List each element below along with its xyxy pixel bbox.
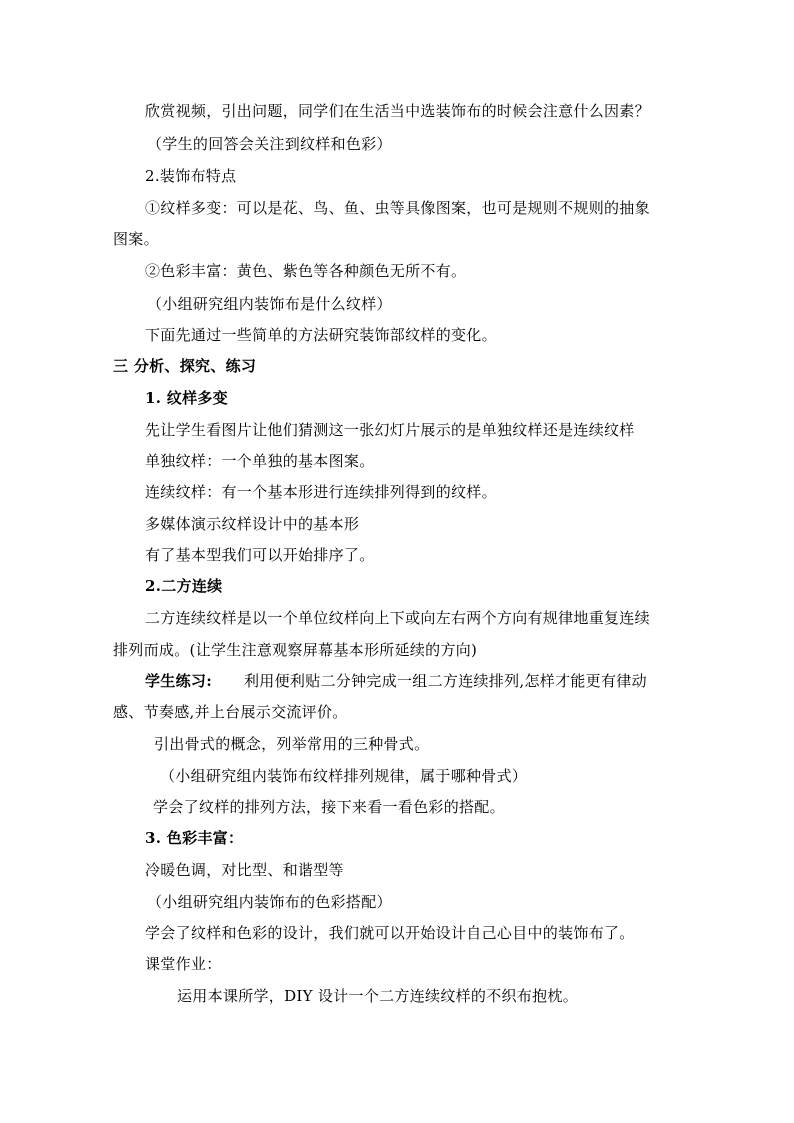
paragraph-assignment-task: 运用本课所学，DIY 设计一个二方连续纹样的不织布抱枕。 [177,987,579,1005]
paragraph-skeleton-concept: 引出骨式的概念，列举常用的三种骨式。 [154,735,430,753]
subheading-two-way-continuous: 2.二方连续 [145,577,223,595]
section-heading-analysis: 三 分析、探究、练习 [113,357,257,375]
label-student-practice: 学生练习: [145,672,213,690]
paragraph-student-practice-cont: 感、节奏感,并上台展示交流评价。 [113,703,348,721]
paragraph-color-tones: 冷暖色调，对比型、和谐型等 [145,861,344,879]
paragraph-show-pictures: 先让学生看图片让他们猜测这一张幻灯片展示的是单独纹样还是连续纹样 [145,421,635,439]
paragraph-continuous-pattern: 连续纹样：有一个基本形进行连续排列得到的纹样。 [145,483,497,501]
subheading-rich-colors: 3. 色彩丰富： [145,829,244,847]
paragraph-two-way-definition-cont: 排列而成。(让学生注意观察屏幕基本形所延续的方向) [113,641,478,659]
paragraph-start-sorting: 有了基本型我们可以开始排序了。 [145,546,375,564]
paragraph-group-research-pattern: （小组研究组内装饰布是什么纹样） [147,295,392,313]
paragraph-multimedia-demo: 多媒体演示纹样设计中的基本形 [145,515,360,533]
paragraph-student-practice: 利用便利贴二分钟完成一组二方连续排列,怎样才能更有律动 [244,672,647,690]
paragraph-color-transition: 学会了纹样的排列方法，接下来看一看色彩的搭配。 [153,798,505,816]
paragraph-method-intro: 下面先通过一些简单的方法研究装饰部纹样的变化。 [145,326,497,344]
paragraph-pattern-variety: ①纹样多变：可以是花、鸟、鱼、虫等具像图案，也可是规则不规则的抽象 [145,199,650,217]
paragraph-student-answer-note: （学生的回答会关注到纹样和色彩） [147,135,392,153]
subheading-pattern-variety: 1. 纹样多变 [145,389,228,407]
paragraph-group-research-colors: （小组研究组内装饰布的色彩搭配） [147,893,392,911]
paragraph-design-conclusion: 学会了纹样和色彩的设计，我们就可以开始设计自己心目中的装饰布了。 [145,924,635,942]
paragraph-single-pattern: 单独纹样：一个单独的基本图案。 [145,452,375,470]
paragraph-pattern-variety-cont: 图案。 [113,230,159,248]
paragraph-two-way-definition: 二方连续纹样是以一个单位纹样向上下或向左右两个方向有规律地重复连续 [145,609,650,627]
paragraph-rich-colors: ②色彩丰富：黄色、紫色等各种颜色无所不有。 [145,262,467,280]
paragraph-group-research-arrangement: （小组研究组内装饰布纹样排列规律，属于哪种骨式） [160,767,528,785]
label-classroom-assignment: 课堂作业： [145,955,222,973]
subheading-fabric-features: 2.装饰布特点 [145,167,237,185]
paragraph-intro-question: 欣赏视频，引出问题，同学们在生活当中选装饰布的时候会注意什么因素？ [145,102,650,120]
